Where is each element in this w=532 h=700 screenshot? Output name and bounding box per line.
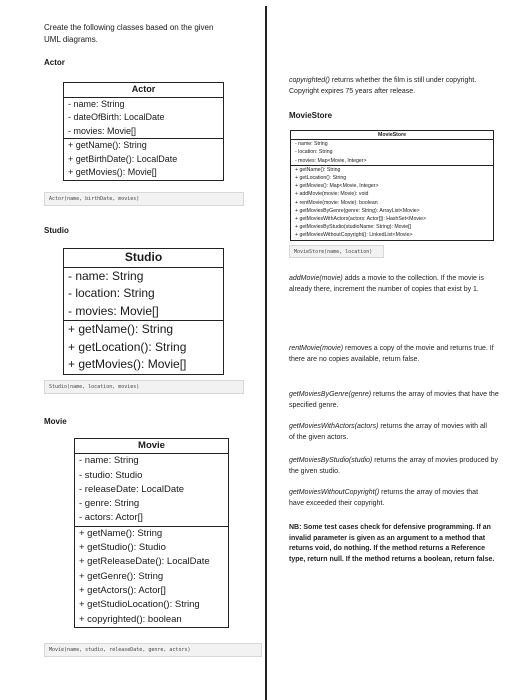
movie-method: + copyrighted(): boolean: [79, 613, 182, 625]
movie-method: + getStudio(): Studio: [79, 542, 166, 554]
moviestore-method: + getLocation(): String: [295, 175, 347, 182]
moviestore-class-name: MovieStore: [291, 131, 493, 140]
getmoviesbygenre-description: [289, 390, 499, 411]
method-text: removes a copy of the movie and returns true. If there are no copies available, return false.: [289, 345, 494, 363]
method-text: returns the array of movies with all of the given actors.: [289, 423, 487, 441]
movie-attr: - actors: Actor[]: [79, 512, 143, 524]
defensive-programming-note: NB: Some test cases check for defensive programming. If an invalid parameter is given as an argument to a method that returns void, do nothing. If the method returns a Reference type, return null. If the method returns a boolean, return false.: [289, 524, 495, 563]
moviestore-constructor: MovieStore(name, location): [289, 245, 384, 258]
moviestore-methods: [291, 166, 493, 240]
moviestore-method: + getMoviesWithActors(actors: Actor[]): HashSet<Movie>: [295, 216, 427, 223]
actor-uml-box: [63, 82, 224, 181]
copyright-description: [289, 76, 494, 97]
method-name: getMoviesWithActors(actors): [289, 423, 379, 430]
moviestore-attr: - movies: Map<Movie, Integer>: [295, 157, 367, 164]
actor-constructor: Actor(name, birthDate, movies): [44, 192, 244, 206]
intro-text: Create the following classes based on the given UML diagrams.: [44, 23, 214, 44]
movie-method: + getActors(): Actor[]: [79, 584, 166, 596]
actor-class-name: Actor: [64, 83, 223, 98]
copyright-text: returns whether the film is still under copyright. Copyright expires 75 years after release.: [289, 77, 477, 95]
getmoviesbystudio-description: [289, 456, 499, 477]
moviestore-method: + addMovie(movie: Movie): void: [295, 191, 369, 198]
moviestore-attr: - location: String: [295, 149, 333, 156]
actor-attr: - name: String: [68, 98, 125, 109]
getmovieswithactors-description: [289, 422, 489, 443]
method-name: getMoviesWithoutCopyright(): [289, 489, 380, 496]
movie-class-name: Movie: [75, 439, 228, 454]
column-divider: [265, 6, 267, 700]
actor-methods: [64, 139, 223, 180]
copyright-method-name: copyrighted(): [289, 77, 330, 84]
movie-attributes: [75, 454, 228, 526]
actor-method: + getMovies(): Movie[]: [68, 167, 157, 177]
studio-method: + getMovies(): Movie[]: [68, 357, 187, 371]
method-text: returns the array of movies produced by the given studio.: [289, 457, 498, 475]
actor-attr: - dateOfBirth: LocalDate: [68, 112, 165, 122]
actor-attributes: [64, 98, 223, 140]
studio-attr: - location: String: [68, 286, 155, 300]
movie-attr: - releaseDate: LocalDate: [79, 483, 185, 495]
studio-constructor: Studio(name, location, movies): [44, 380, 244, 394]
moviestore-uml-box: [290, 130, 494, 241]
method-name: rentMovie(movie): [289, 345, 344, 352]
movie-method: + getStudioLocation(): String: [79, 599, 200, 611]
movie-attr: - genre: String: [79, 498, 140, 510]
studio-class-name: Studio: [64, 249, 223, 268]
moviestore-attributes: [291, 140, 493, 166]
actor-attr: - movies: Movie[]: [68, 125, 137, 136]
movie-attr: - name: String: [79, 455, 139, 467]
moviestore-method: + getName(): String: [295, 166, 341, 173]
moviestore-method: + getMoviesByGenre(genre: String): ArrayList<Movie>: [295, 207, 420, 214]
method-text: adds a movie to the collection. If the movie is already there, increment the number of copies that exist by 1.: [289, 275, 484, 293]
actor-method: + getBirthDate(): LocalDate: [68, 153, 178, 164]
movie-constructor: Movie(name, studio, releaseDate, genre, actors): [44, 643, 262, 657]
moviestore-method: + rentMovie(movie: Movie): boolean: [295, 199, 378, 206]
movie-uml-box: [74, 438, 229, 628]
movie-method: + getName(): String: [79, 527, 163, 539]
movie-heading: Movie: [44, 417, 67, 426]
actor-method: + getName(): String: [68, 140, 147, 150]
movie-method: + getReleaseDate(): LocalDate: [79, 556, 210, 568]
getmovieswithoutcopyright-description: [289, 488, 489, 509]
movie-method: + getGenre(): String: [79, 570, 164, 582]
moviestore-attr: - name: String: [295, 141, 328, 148]
method-text: returns the array of movies that have the specified genre.: [289, 391, 499, 409]
studio-heading: Studio: [44, 226, 69, 235]
moviestore-method: + getMoviesWithoutCopyright(): LinkedList<Movie>: [295, 232, 413, 239]
studio-attr: - name: String: [68, 268, 144, 283]
studio-uml-box: [63, 248, 224, 375]
method-name: getMoviesByStudio(studio): [289, 457, 373, 464]
moviestore-method: + getMoviesByStudio(studioName: String): Movie[]: [295, 224, 412, 231]
moviestore-method: + getMovies(): Map<Movie, Integer>: [295, 183, 379, 190]
method-text: returns the array of movies that have exceeded their copyright.: [289, 489, 479, 507]
studio-method: + getLocation(): String: [68, 339, 187, 354]
movie-attr: - studio: Studio: [79, 469, 143, 481]
studio-method: + getName(): String: [68, 322, 174, 336]
movie-methods: [75, 527, 228, 627]
method-name: addMovie(movie): [289, 275, 343, 282]
method-name: getMoviesByGenre(genre): [289, 391, 372, 398]
moviestore-heading: MovieStore: [289, 111, 333, 120]
actor-heading: Actor: [44, 58, 65, 67]
studio-attributes: [64, 268, 223, 322]
rentmovie-description: [289, 344, 499, 365]
studio-methods: [64, 321, 223, 374]
studio-attr: - movies: Movie[]: [68, 303, 159, 318]
addmovie-description: [289, 274, 499, 295]
